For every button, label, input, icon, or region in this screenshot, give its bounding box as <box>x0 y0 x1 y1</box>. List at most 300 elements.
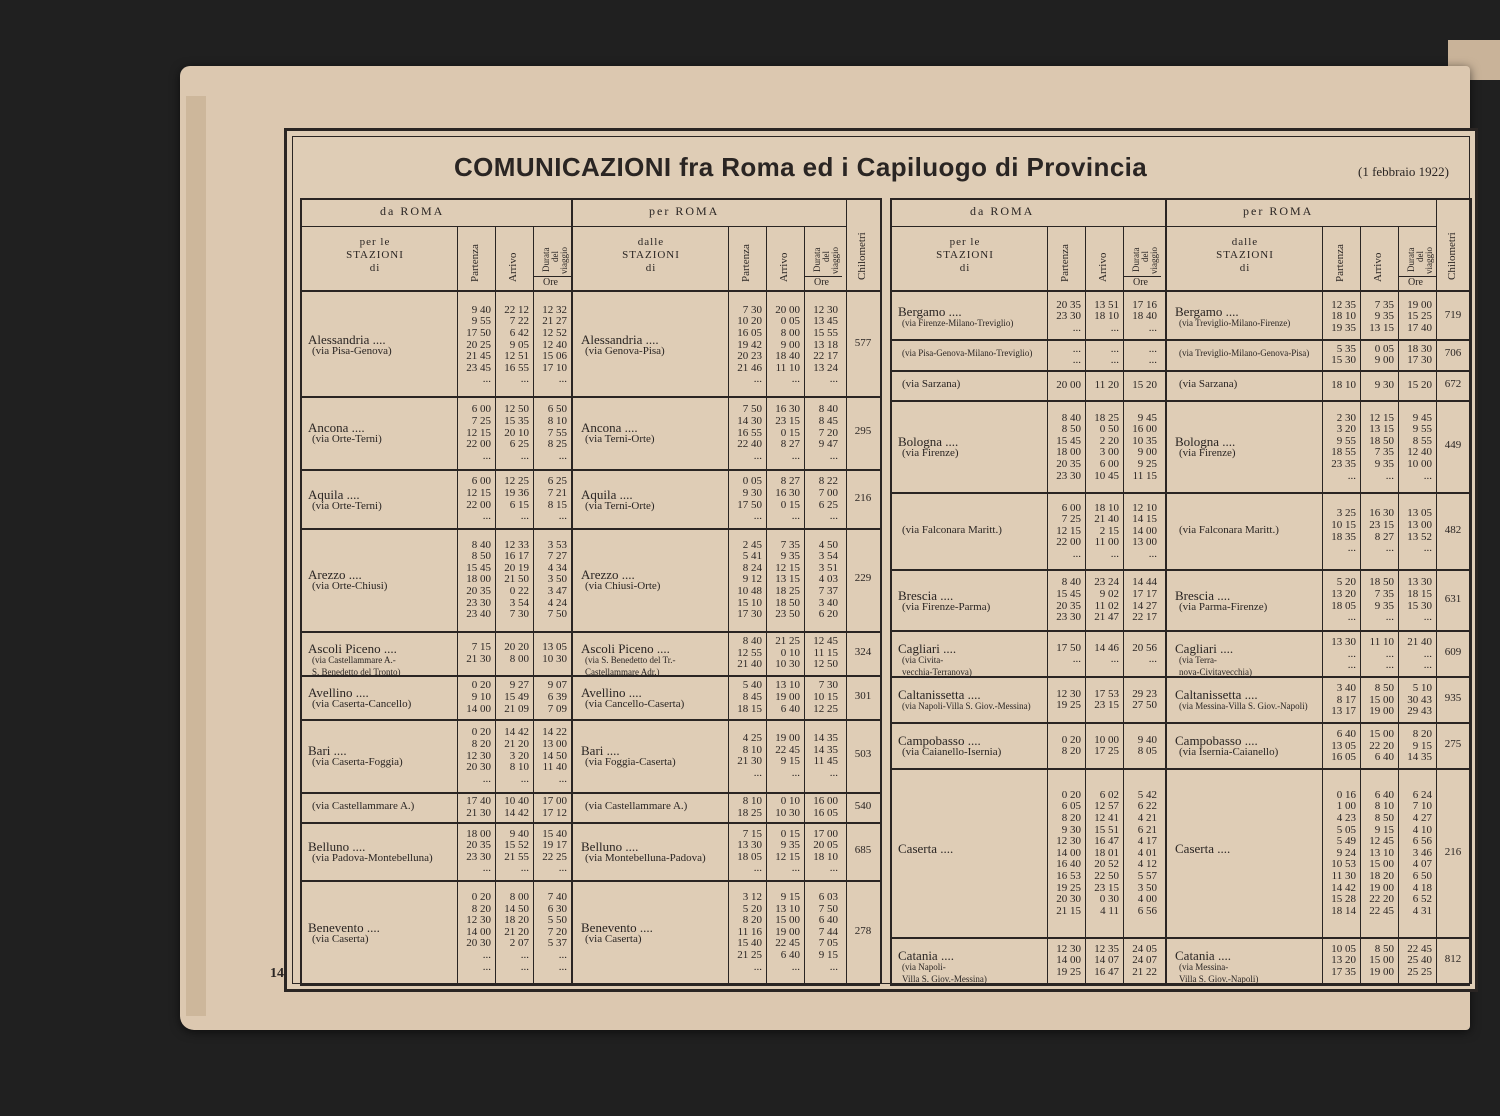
left-per-time-cell: 21 25 <box>775 635 800 648</box>
left-da-time-cell: ... <box>558 949 567 962</box>
left-da-time-cell: 9 27 <box>509 679 529 692</box>
left-da-time-cell: 20 30 <box>466 937 491 950</box>
left-da-time-cell: 7 27 <box>547 550 567 563</box>
right-da-time-cell: 7 25 <box>1061 513 1081 526</box>
left-from-station-name: Aquila .... <box>581 486 633 502</box>
right-per-time-cell: 6 50 <box>1412 870 1432 883</box>
right-da-time-cell: 0 20 <box>1061 733 1081 746</box>
left-da-time-cell: 17 50 <box>466 326 491 339</box>
right-da-time-cell: 23 24 <box>1094 576 1119 589</box>
left-da-time-cell: 14 00 <box>466 925 491 938</box>
right-da-time-cell: 8 40 <box>1061 576 1081 589</box>
left-per-time-cell: 10 48 <box>737 585 762 598</box>
left-da-time-cell: 12 51 <box>504 350 529 363</box>
right-station-via: (via Pisa-Genova-Milano-Treviglio) <box>902 348 1033 359</box>
right-from-station-name: Caserta .... <box>1175 840 1231 856</box>
left-per-time-cell: 11 10 <box>775 361 800 374</box>
right-header-arrivo: Arrivo <box>1372 252 1384 282</box>
left-da-time-cell: ... <box>558 960 567 973</box>
right-da-time-cell: 20 00 <box>1056 379 1081 392</box>
right-per-time-cell: 0 16 <box>1336 788 1356 801</box>
right-per-time-cell: 22 20 <box>1369 893 1394 906</box>
left-da-time-cell: 8 50 <box>471 550 491 563</box>
left-subheader-rule <box>300 226 846 227</box>
left-da-time-cell: 7 15 <box>471 641 491 654</box>
right-per-time-cell: 18 10 <box>1331 310 1356 323</box>
left-da-time-cell: 8 00 <box>509 891 529 904</box>
left-station-via: (via Caserta-Cancello) <box>312 697 412 710</box>
right-per-time-cell: 13 05 <box>1407 507 1432 520</box>
right-station-via: (via Firenze-Parma) <box>902 600 991 613</box>
left-per-time-cell: 19 00 <box>775 732 800 745</box>
right-per-time-cell: 23 15 <box>1369 519 1394 532</box>
right-per-time-cell: 8 50 <box>1374 942 1394 955</box>
right-da-time-cell: 20 30 <box>1056 893 1081 906</box>
right-per-time-cell: 3 20 <box>1336 423 1356 436</box>
left-per-time-cell: 7 30 <box>742 303 762 316</box>
right-per-time-cell: 9 35 <box>1374 310 1394 323</box>
left-da-time-cell: 21 09 <box>504 702 529 715</box>
right-da-time-cell: 21 40 <box>1094 513 1119 526</box>
right-subheader-rule <box>890 226 1436 227</box>
right-da-time-cell: 6 00 <box>1061 501 1081 514</box>
left-from-station-name: Belluno .... <box>581 838 639 854</box>
right-per-time-cell: 21 40 <box>1407 635 1432 648</box>
left-from-station-via: (via Chiusi-Orte) <box>585 580 661 593</box>
right-km-value: 609 <box>1444 646 1462 659</box>
right-per-time-cell: 18 14 <box>1331 904 1356 917</box>
right-per-time-cell: 4 18 <box>1412 881 1432 894</box>
right-da-time-cell: ... <box>1148 653 1157 666</box>
right-da-time-cell: 16 47 <box>1094 835 1119 848</box>
left-da-time-cell: ... <box>482 862 491 875</box>
left-per-time-cell: 22 45 <box>775 743 800 756</box>
left-da-time-cell: 8 10 <box>547 415 567 428</box>
right-da-time-cell: 4 12 <box>1137 858 1157 871</box>
right-from-station-name: Cagliari .... <box>1175 641 1234 657</box>
left-da-time-cell: ... <box>558 862 567 875</box>
date-label: (1 febbraio 1922) <box>1358 164 1449 179</box>
right-per-time-cell: 4 10 <box>1412 823 1432 836</box>
left-da-time-cell: 15 40 <box>542 827 567 840</box>
left-da-time-cell: 14 42 <box>504 726 529 739</box>
right-per-time-cell: 7 10 <box>1412 800 1432 813</box>
right-per-time-cell: 8 10 <box>1374 800 1394 813</box>
right-km-value: 935 <box>1444 692 1462 705</box>
right-da-time-cell: ... <box>1148 548 1157 561</box>
left-per-time-cell: 12 15 <box>775 561 800 574</box>
left-da-time-cell: 9 10 <box>471 690 491 703</box>
right-da-time-cell: 20 35 <box>1056 298 1081 311</box>
right-per-time-cell: 18 50 <box>1369 434 1394 447</box>
right-per-time-cell: 8 20 <box>1412 727 1432 740</box>
right-per-time-cell: 6 24 <box>1412 788 1432 801</box>
right-da-time-cell: 20 52 <box>1094 858 1119 871</box>
right-station-name: Brescia .... <box>898 587 954 603</box>
left-da-time-cell: 6 50 <box>547 403 567 416</box>
left-per-time-cell: 7 50 <box>742 403 762 416</box>
left-per-time-cell: 8 00 <box>780 326 800 339</box>
left-da-time-cell: 7 50 <box>547 608 567 621</box>
right-km-value: 482 <box>1444 523 1462 536</box>
left-per-time-cell: 0 10 <box>780 795 800 808</box>
left-per-time-cell: 21 40 <box>737 658 762 671</box>
left-da-time-cell: 15 45 <box>466 561 491 574</box>
right-from-station-name: Campobasso .... <box>1175 733 1258 749</box>
left-per-time-cell: 9 35 <box>780 550 800 563</box>
left-station-via: (via Orte-Chiusi) <box>312 580 388 593</box>
right-per-time-cell: 15 30 <box>1407 599 1432 612</box>
left-from-station-via: (via Cancello-Caserta) <box>585 697 685 710</box>
left-da-time-cell: ... <box>520 772 529 785</box>
left-per-time-cell: 12 15 <box>775 850 800 863</box>
right-da-time-cell: 2 15 <box>1099 524 1119 537</box>
right-header-durata: viaggio <box>1149 247 1159 274</box>
right-da-time-cell: 18 00 <box>1056 446 1081 459</box>
right-da-time-cell: 24 05 <box>1132 942 1157 955</box>
left-da-time-cell: 0 20 <box>471 891 491 904</box>
left-da-time-cell: 7 21 <box>547 486 567 499</box>
right-per-time-cell: ... <box>1347 542 1356 555</box>
right-da-time-cell: 10 00 <box>1094 733 1119 746</box>
right-per-time-cell: 15 28 <box>1331 893 1356 906</box>
left-per-time-cell: 2 45 <box>742 538 762 551</box>
left-per-time-cell: 7 30 <box>818 679 838 692</box>
right-da-time-cell: ... <box>1072 548 1081 561</box>
right-header-rule <box>890 290 1470 292</box>
left-per-time-cell: 23 50 <box>775 608 800 621</box>
left-per-time-cell: 9 12 <box>742 573 762 586</box>
left-header-rule <box>300 290 880 292</box>
left-per-time-cell: 3 54 <box>818 550 838 563</box>
right-per-time-cell: 13 05 <box>1331 739 1356 752</box>
left-da-time-cell: 5 37 <box>547 937 567 950</box>
left-da-time-cell: 21 30 <box>466 806 491 819</box>
left-km-value: 685 <box>854 843 872 856</box>
left-header-durata: del <box>821 251 831 262</box>
left-per-time-cell: 9 30 <box>742 486 762 499</box>
left-km-value: 229 <box>854 572 872 585</box>
left-da-time-cell: 7 22 <box>509 315 529 328</box>
right-da-time-cell: ... <box>1072 653 1081 666</box>
right-per-time-cell: 8 27 <box>1374 530 1394 543</box>
left-da-time-cell: ... <box>520 449 529 462</box>
right-header-dalle-stazioni: dalle STAZIONI di <box>1216 236 1274 274</box>
right-da-time-cell: 9 45 <box>1137 411 1157 424</box>
left-header-per-roma: per ROMA <box>649 204 720 218</box>
right-header-durata: viaggio <box>1424 247 1434 274</box>
left-per-time-cell: 6 03 <box>818 891 838 904</box>
right-da-time-cell: 23 15 <box>1094 699 1119 712</box>
left-da-time-cell: 9 07 <box>547 679 567 692</box>
right-da-time-cell: 22 50 <box>1094 870 1119 883</box>
right-da-time-cell: ... <box>1072 354 1081 367</box>
left-per-time-cell: 7 35 <box>780 538 800 551</box>
left-per-time-cell: 20 23 <box>737 350 762 363</box>
left-da-time-cell: 4 24 <box>547 596 567 609</box>
left-km-value: 540 <box>854 799 872 812</box>
left-station-name: Bari .... <box>308 743 347 759</box>
left-da-time-cell: 19 36 <box>504 486 529 499</box>
left-per-time-cell: 8 27 <box>780 475 800 488</box>
right-da-time-cell: ... <box>1148 321 1157 334</box>
left-per-time-cell: 8 40 <box>818 403 838 416</box>
right-from-station-via: (via Isernia-Caianello) <box>1179 746 1279 759</box>
left-row-rule <box>300 792 880 794</box>
left-da-time-cell: 18 20 <box>504 914 529 927</box>
left-da-time-cell: ... <box>520 960 529 973</box>
left-da-time-cell: 17 12 <box>542 806 567 819</box>
left-station-via: (via Caserta) <box>312 932 369 945</box>
right-da-time-cell: 20 35 <box>1056 599 1081 612</box>
left-per-time-cell: 12 45 <box>813 635 838 648</box>
left-da-time-cell: 12 33 <box>504 538 529 551</box>
left-from-station-via: (via Genova-Pisa) <box>585 345 665 358</box>
right-da-time-cell: 10 45 <box>1094 469 1119 482</box>
left-per-time-cell: 21 46 <box>737 361 762 374</box>
left-da-time-cell: 21 50 <box>504 573 529 586</box>
right-station-name: Catania .... <box>898 948 954 963</box>
left-per-time-cell: 4 03 <box>818 573 838 586</box>
right-da-time-cell: 10 35 <box>1132 434 1157 447</box>
right-row-rule <box>890 768 1470 770</box>
right-from-station-via: (via Treviglio-Milano-Firenze) <box>1179 318 1291 328</box>
left-station-name: Arezzo .... <box>308 567 362 583</box>
right-per-time-cell: 13 00 <box>1407 519 1432 532</box>
right-da-time-cell: 14 00 <box>1132 524 1157 537</box>
left-da-time-cell: 23 45 <box>466 361 491 374</box>
right-per-time-cell: 9 24 <box>1336 846 1356 859</box>
left-da-time-cell: 10 30 <box>542 652 567 665</box>
left-per-time-cell: ... <box>753 449 762 462</box>
left-da-time-cell: 11 40 <box>542 761 567 774</box>
left-per-time-cell: 22 45 <box>775 937 800 950</box>
left-da-time-cell: 2 07 <box>509 937 529 950</box>
right-km-divider <box>1436 198 1437 984</box>
left-row-rule <box>300 469 880 471</box>
left-da-time-cell: 22 00 <box>466 498 491 511</box>
left-da-time-cell: 12 30 <box>466 749 491 762</box>
left-per-time-cell: 10 30 <box>775 806 800 819</box>
right-da-time-cell: 11 02 <box>1094 599 1119 612</box>
right-per-time-cell: 10 05 <box>1331 942 1356 955</box>
right-per-time-cell: ... <box>1423 647 1432 660</box>
right-per-time-cell: 1 00 <box>1336 800 1356 813</box>
right-station-name: Bergamo .... <box>898 304 962 319</box>
left-da-time-cell: 16 55 <box>504 361 529 374</box>
right-per-time-cell: ... <box>1385 469 1394 482</box>
left-per-time-cell: 20 05 <box>813 839 838 852</box>
right-km-value: 631 <box>1444 592 1462 605</box>
left-km-value: 324 <box>854 645 872 658</box>
right-per-time-cell: 15 00 <box>1369 954 1394 967</box>
right-da-time-cell: 16 53 <box>1056 870 1081 883</box>
right-per-time-cell: 22 20 <box>1369 739 1394 752</box>
right-per-time-cell: 9 55 <box>1412 423 1432 436</box>
right-per-time-cell: ... <box>1423 611 1432 624</box>
left-station-name: Alessandria .... <box>308 332 386 348</box>
right-da-time-cell: 23 30 <box>1056 310 1081 323</box>
right-da-time-cell: 6 56 <box>1137 904 1157 917</box>
right-da-time-cell: 15 45 <box>1056 588 1081 601</box>
left-per-time-cell: ... <box>791 960 800 973</box>
left-da-time-cell: 21 20 <box>504 925 529 938</box>
left-per-time-cell: 8 24 <box>742 561 762 574</box>
left-per-time-cell: 8 20 <box>742 914 762 927</box>
left-per-time-cell: 14 30 <box>737 415 762 428</box>
left-per-time-cell: 0 05 <box>742 475 762 488</box>
right-da-time-cell: 6 22 <box>1137 800 1157 813</box>
left-row-rule <box>300 631 880 633</box>
left-from-station-via: (via Terni-Orte) <box>585 433 655 446</box>
left-da-time-cell: 6 39 <box>547 690 567 703</box>
left-da-time-cell: 9 40 <box>471 303 491 316</box>
left-per-time-cell: 8 45 <box>818 415 838 428</box>
left-from-station-name: Ancona .... <box>581 420 638 436</box>
right-per-time-cell: 12 35 <box>1331 298 1356 311</box>
right-per-time-cell: 15 00 <box>1369 858 1394 871</box>
left-da-time-cell: 0 20 <box>471 679 491 692</box>
left-row-rule <box>300 675 880 677</box>
right-da-time-cell: 4 17 <box>1137 835 1157 848</box>
left-da-time-cell: ... <box>482 373 491 386</box>
left-per-time-cell: ... <box>791 373 800 386</box>
left-da-time-cell: 22 12 <box>504 303 529 316</box>
left-from-station-name: Benevento .... <box>581 919 653 935</box>
right-da-time-cell: 11 15 <box>1132 469 1157 482</box>
left-per-time-cell: 21 25 <box>737 949 762 962</box>
right-km-value: 216 <box>1444 845 1462 858</box>
left-header-dalle-stazioni: dalle STAZIONI di <box>622 236 680 274</box>
left-da-time-cell: 14 50 <box>504 902 529 915</box>
left-da-time-cell: ... <box>482 772 491 785</box>
left-per-time-cell: 23 15 <box>775 415 800 428</box>
right-da-time-cell: 24 07 <box>1132 954 1157 967</box>
left-da-time-cell: 3 54 <box>509 596 529 609</box>
left-per-time-cell: ... <box>753 960 762 973</box>
left-da-time-cell: 13 00 <box>542 738 567 751</box>
left-per-time-cell: 16 00 <box>813 795 838 808</box>
right-per-time-cell: 6 56 <box>1412 835 1432 848</box>
left-da-time-cell: 17 40 <box>466 795 491 808</box>
left-header-chilometri: Chilometri <box>856 232 868 280</box>
left-da-time-cell: 8 25 <box>547 438 567 451</box>
right-da-time-cell: 20 56 <box>1132 641 1157 654</box>
left-per-time-cell: 18 25 <box>737 806 762 819</box>
left-per-time-cell: 15 10 <box>737 596 762 609</box>
right-per-time-cell: 13 20 <box>1331 588 1356 601</box>
right-da-time-cell: 11 20 <box>1094 379 1119 392</box>
left-per-time-cell: ... <box>829 862 838 875</box>
left-da-time-cell: 3 47 <box>547 585 567 598</box>
left-per-time-cell: 18 15 <box>737 702 762 715</box>
right-from-station-via: (via Treviglio-Milano-Genova-Pisa) <box>1179 348 1310 359</box>
right-da-time-cell: 12 30 <box>1056 687 1081 700</box>
right-header-per-roma: per ROMA <box>1243 204 1314 218</box>
left-km-value: 577 <box>854 337 872 350</box>
right-da-time-cell: 11 00 <box>1094 536 1119 549</box>
page-title: COMUNICAZIONI fra Roma ed i Capiluogo di Provincia <box>454 152 1148 182</box>
right-da-time-cell: ... <box>1110 653 1119 666</box>
right-from-station-name: Caltanissetta .... <box>1175 687 1258 703</box>
left-km-value: 503 <box>854 748 872 761</box>
left-da-time-cell: 7 09 <box>547 702 567 715</box>
left-top-rule <box>300 198 880 200</box>
right-per-time-cell: 10 00 <box>1407 457 1432 470</box>
right-per-time-cell: 7 35 <box>1374 298 1394 311</box>
right-da-time-cell: 21 47 <box>1094 611 1119 624</box>
left-per-time-cell: 6 40 <box>780 702 800 715</box>
right-da-time-cell: 9 40 <box>1137 733 1157 746</box>
right-per-time-cell: 25 40 <box>1407 954 1432 967</box>
right-da-time-cell: 18 25 <box>1094 411 1119 424</box>
right-row-rule <box>890 400 1470 402</box>
right-da-time-cell: 18 10 <box>1094 310 1119 323</box>
left-da-time-cell: 8 10 <box>509 761 529 774</box>
right-per-time-cell: 16 30 <box>1369 507 1394 520</box>
left-per-time-cell: 18 10 <box>813 850 838 863</box>
right-per-time-cell: 4 27 <box>1412 812 1432 825</box>
left-per-time-cell: 17 00 <box>813 827 838 840</box>
right-header-chilometri: Chilometri <box>1446 232 1458 280</box>
left-da-time-cell: 3 20 <box>509 749 529 762</box>
left-da-time-cell: ... <box>482 510 491 523</box>
right-header-arrivo: Arrivo <box>1097 252 1109 282</box>
right-da-time-cell: 16 40 <box>1056 858 1081 871</box>
left-per-time-cell: ... <box>829 449 838 462</box>
right-per-time-cell: 6 40 <box>1374 788 1394 801</box>
left-per-time-cell: 15 40 <box>737 937 762 950</box>
left-da-time-cell: 6 00 <box>471 475 491 488</box>
left-da-time-cell: 12 32 <box>542 303 567 316</box>
left-da-time-cell: 20 20 <box>504 641 529 654</box>
left-per-time-cell: ... <box>791 862 800 875</box>
left-da-time-cell: 12 15 <box>466 426 491 439</box>
right-da-time-cell: 12 10 <box>1132 501 1157 514</box>
right-station-via: (via Napoli- Villa S. Giov.-Messina) <box>902 962 987 984</box>
left-from-station-via: (via S. Benedetto del Tr.- Castellammare Adr.) <box>585 654 676 677</box>
left-per-time-cell: 8 10 <box>742 795 762 808</box>
left-per-time-cell: 7 37 <box>818 585 838 598</box>
left-da-time-cell: 0 20 <box>471 726 491 739</box>
left-da-time-cell: 14 42 <box>504 806 529 819</box>
right-header-durata: Durata <box>1131 247 1141 272</box>
left-da-time-cell: 9 40 <box>509 827 529 840</box>
right-da-time-cell: ... <box>1110 548 1119 561</box>
left-da-time-cell: 7 40 <box>547 891 567 904</box>
right-da-time-cell: 27 50 <box>1132 699 1157 712</box>
left-per-time-cell: 16 05 <box>813 806 838 819</box>
right-da-time-cell: 0 30 <box>1099 893 1119 906</box>
left-per-time-cell: 0 15 <box>780 498 800 511</box>
right-row-rule <box>890 630 1470 632</box>
right-da-time-cell: 16 47 <box>1094 965 1119 978</box>
left-da-time-cell: ... <box>482 449 491 462</box>
right-station-via: (via Napoli-Villa S. Giov.-Messina) <box>902 701 1031 712</box>
right-per-time-cell: 10 53 <box>1331 858 1356 871</box>
left-da-time-cell: ... <box>558 449 567 462</box>
left-da-time-cell: 12 40 <box>542 338 567 351</box>
right-da-time-cell: 14 00 <box>1056 954 1081 967</box>
left-per-time-cell: 9 15 <box>818 949 838 962</box>
right-da-time-cell: 17 16 <box>1132 298 1157 311</box>
left-station-name: Benevento .... <box>308 919 380 935</box>
left-per-time-cell: 20 00 <box>775 303 800 316</box>
left-station-via: (via Castellammare A.) <box>312 799 415 812</box>
left-station-via: (via Orte-Terni) <box>312 499 382 512</box>
right-da-time-cell: 12 15 <box>1056 524 1081 537</box>
left-per-time-cell: 13 18 <box>813 338 838 351</box>
